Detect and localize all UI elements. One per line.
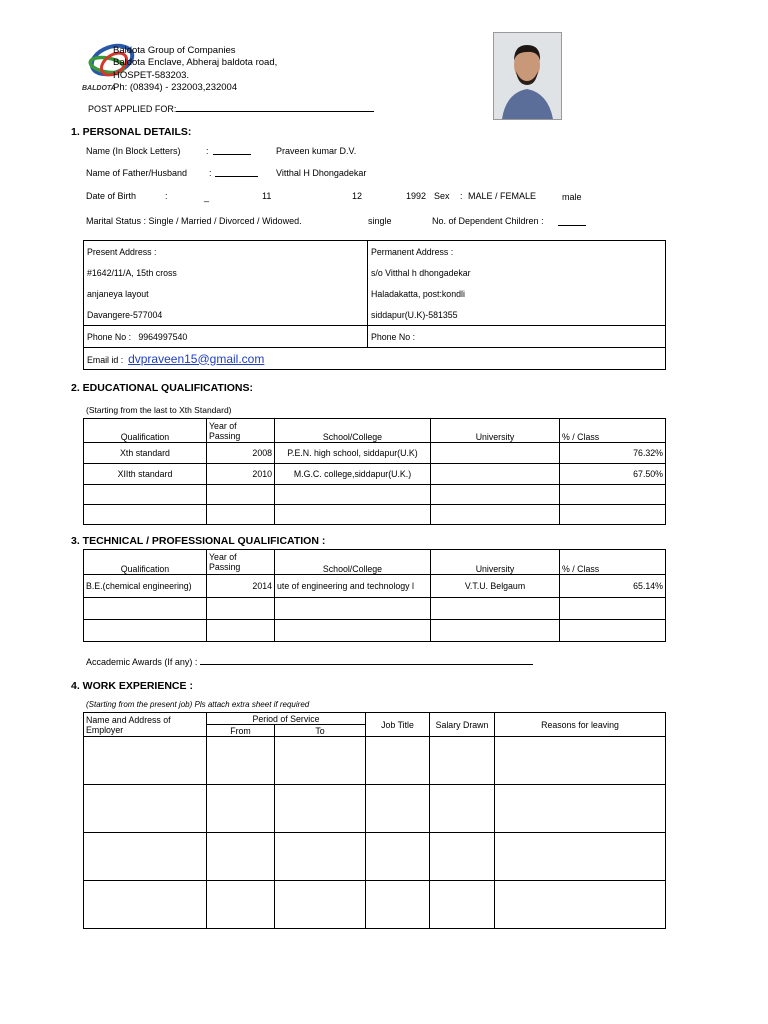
company-line: Baldota Group of Companies — [113, 45, 236, 56]
work-heading: 4. WORK EXPERIENCE : — [71, 680, 193, 692]
col-university: University — [431, 419, 560, 443]
table-row: B.E.(chemical engineering) 2014 ute of engineering and technology l V.T.U. Belgaum 65.14% — [84, 575, 666, 598]
permanent-line: Haladakatta, post:kondli — [371, 288, 465, 299]
col-period: Period of Service — [207, 713, 366, 725]
company-info — [113, 45, 277, 94]
col-school: School/College — [275, 550, 431, 575]
logo-text: BALDOTA — [82, 85, 116, 92]
email-link[interactable]: dvpraveen15@gmail.com — [128, 351, 265, 366]
sex-label: Sex — [434, 191, 450, 201]
phone-cell — [84, 326, 368, 348]
name-value: Praveen kumar D.V. — [276, 146, 357, 156]
father-blank — [215, 167, 258, 177]
col-job-title: Job Title — [366, 713, 430, 737]
col-reason: Reasons for leaving — [495, 713, 666, 737]
post-applied-label: POST APPLIED FOR: — [88, 104, 177, 114]
phone-label: Phone No : — [87, 331, 132, 342]
dob-label: Date of Birth — [86, 191, 137, 201]
awards-label: Accademic Awards (If any) : — [86, 657, 198, 667]
marital-value: single — [368, 216, 392, 226]
col-employer: Name and Address of Employer — [84, 713, 207, 737]
dependents-label: No. of Dependent Children : — [432, 216, 544, 226]
table-row — [84, 785, 666, 833]
address-table — [83, 240, 666, 370]
col-year: Year of Passing — [207, 419, 275, 443]
present-line: Davangere-577004 — [84, 304, 368, 326]
applicant-photo — [493, 32, 562, 120]
table-row: Xth standard 2008 P.E.N. high school, siddapur(U.K) 76.32% — [84, 443, 666, 464]
present-line: anjaneya layout — [84, 283, 368, 304]
col-percent: % / Class — [560, 419, 666, 443]
table-row — [84, 620, 666, 642]
education-note: (Starting from the last to Xth Standard) — [86, 405, 232, 415]
table-row — [84, 881, 666, 929]
table-row — [84, 505, 666, 525]
dob-year: 1992 — [406, 191, 427, 201]
father-label: Name of Father/Husband — [86, 168, 188, 178]
company-line: Ph: (08394) - 232003,232004 — [113, 81, 238, 93]
col-university: University — [431, 550, 560, 575]
col-salary: Salary Drawn — [430, 713, 495, 737]
table-row — [84, 485, 666, 505]
sex-value: male — [562, 192, 582, 202]
father-value: Vitthal H Dhongadekar — [276, 168, 367, 178]
father-colon: : — [209, 168, 212, 178]
dob-colon: : — [165, 191, 168, 201]
name-colon: : — [206, 146, 209, 156]
dependents-input[interactable] — [558, 215, 586, 226]
post-applied-row — [88, 104, 374, 114]
post-applied-input[interactable] — [176, 111, 374, 112]
name-label: Name (In Block Letters) — [86, 146, 181, 156]
name-blank — [213, 145, 251, 155]
permanent-line: siddapur(U.K)-581355 — [371, 309, 458, 320]
present-address-label: Present Address : — [84, 241, 368, 263]
sex-colon: : — [460, 191, 463, 201]
email-cell — [84, 348, 666, 370]
col-percent: % / Class — [560, 550, 666, 575]
awards-input[interactable] — [200, 664, 533, 665]
technical-heading: 3. TECHNICAL / PROFESSIONAL QUALIFICATION : — [71, 535, 326, 547]
table-row: XIIth standard 2010 M.G.C. college,siddapur(U.K.) 67.50% — [84, 464, 666, 485]
permanent-line: s/o Vitthal h dhongadekar — [371, 267, 471, 278]
col-from: From — [207, 725, 275, 737]
company-line: Baldota Enclave, Abheraj baldota road, — [113, 57, 278, 69]
personal-heading: 1. PERSONAL DETAILS: — [71, 126, 192, 138]
company-line: HOSPET-583203. — [113, 69, 190, 81]
dob-underscore: _ — [204, 192, 210, 202]
email-label: Email id : — [87, 354, 124, 365]
education-table — [83, 418, 666, 525]
col-qualification: Qualification — [84, 419, 207, 443]
table-row — [84, 598, 666, 620]
dob-day: 11 — [262, 191, 272, 201]
col-to: To — [275, 725, 366, 737]
marital-label: Marital Status : Single / Married / Divorced / Widowed. — [86, 216, 302, 226]
col-school: School/College — [275, 419, 431, 443]
awards-row — [86, 657, 533, 667]
work-table — [83, 712, 666, 929]
sex-options: MALE / FEMALE — [468, 191, 537, 201]
permanent-address-label: Permanent Address : — [371, 246, 454, 257]
phone2-label: Phone No : — [368, 326, 666, 348]
work-note: (Starting from the present job) Pls attach extra sheet if required — [86, 700, 310, 709]
phone-value: 9964997540 — [138, 331, 188, 342]
present-line: #1642/11/A, 15th cross — [84, 262, 368, 283]
technical-table — [83, 549, 666, 642]
table-row — [84, 737, 666, 785]
education-heading: 2. EDUCATIONAL QUALIFICATIONS: — [71, 382, 253, 394]
dob-month: 12 — [352, 191, 363, 201]
table-row — [84, 833, 666, 881]
col-qualification: Qualification — [84, 550, 207, 575]
col-year: Year of Passing — [207, 550, 275, 575]
